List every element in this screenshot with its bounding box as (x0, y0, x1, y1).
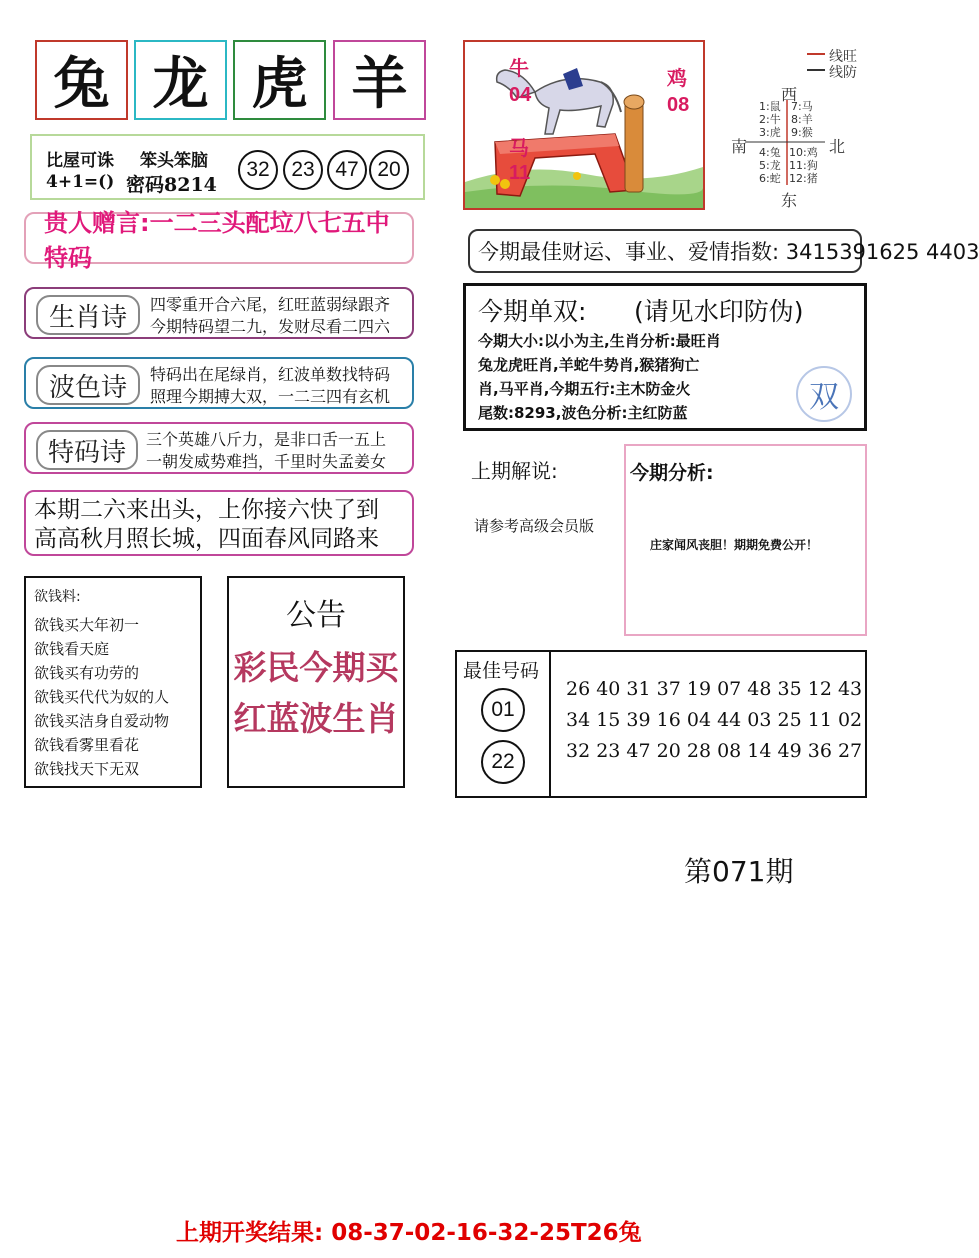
analysis-title: 今期分析: (630, 462, 714, 484)
poem-tag: 生肖诗 (36, 295, 140, 335)
zodiac-char: 兔 (53, 51, 110, 117)
zodiac-box-4 (333, 40, 426, 120)
divider (549, 652, 551, 798)
best-ball: 22 (481, 740, 525, 784)
money-title: 欲钱料: (34, 589, 81, 605)
riddle-number-circle: 32 (238, 150, 278, 190)
notice-line-2: 红蓝波生肖 (233, 699, 399, 738)
zodiac-char: 羊 (351, 51, 408, 117)
notice-box (227, 576, 405, 788)
gift-banner: 贵人赠言:一二三头配垃八七五中特码 (24, 212, 414, 264)
compass-west: 西 (781, 85, 798, 104)
horse-label: 马 (509, 138, 529, 160)
money-line: 欲钱找天下无双 (34, 760, 140, 778)
last-result: 上期开奖结果: 08-37-02-16-32-25T26兔 (176, 1220, 642, 1246)
poem-line: 照理今期搏大双，一二三四有玄机 (150, 387, 391, 406)
poem-tag: 波色诗 (36, 365, 140, 405)
notice-line-1: 彩民今期买 (233, 648, 399, 687)
ox-label: 牛 (509, 58, 529, 80)
verse-box (24, 490, 414, 556)
poem-line: 今期特码望二九，发财尽看二四六 (150, 317, 391, 336)
zodiac-box-2 (134, 40, 227, 120)
rooster-label: 鸡 (667, 68, 687, 90)
money-line: 欲钱买有功劳的 (34, 664, 140, 682)
dan-line: 兔龙虎旺肖,羊蛇牛势肖,猴猪狗亡 (478, 356, 700, 374)
double-watermark-badge: 双 (796, 366, 852, 422)
money-riddle-box (24, 576, 202, 788)
last-text: 请参考高级会员版 (474, 517, 595, 535)
money-line: 欲钱看天庭 (34, 640, 110, 658)
best-title: 最佳号码 (463, 660, 540, 682)
riddle-line-1a: 比屋可诛 (46, 151, 114, 171)
best-ball: 01 (481, 688, 525, 732)
issue-number: 第071期 (684, 855, 794, 888)
poem-line: 一朝发威势难挡，千里时失孟姜女 (146, 452, 387, 471)
money-line: 欲钱买代代为奴的人 (34, 688, 170, 706)
horse-number: 11 (509, 162, 531, 184)
number-row: 34 15 39 16 04 44 03 25 11 02 (566, 709, 863, 731)
riddle-number-circle: 47 (327, 150, 367, 190)
compass-right-bottom: 10:鸡 11:狗 12:猪 (789, 146, 818, 185)
riddle-line-2a: 4+1=() (46, 172, 115, 192)
compass-left-bottom: 4:兔 5:龙 6:蛇 (759, 146, 781, 185)
legend-wang: 线旺 (829, 49, 857, 65)
analysis-text: 庄家闻风丧胆！期期免费公开！ (650, 538, 819, 552)
compass-south: 南 (731, 137, 748, 156)
number-row: 32 23 47 20 28 08 14 49 36 27 (566, 740, 863, 762)
money-line: 欲钱买洁身自爱动物 (34, 712, 170, 730)
zodiac-illustration (463, 40, 705, 210)
poem-zodiac (24, 287, 414, 339)
riddle-number-circle: 23 (283, 150, 323, 190)
zodiac-box-1 (35, 40, 128, 120)
legend-fang: 线防 (829, 65, 857, 81)
compass-east: 东 (781, 191, 798, 210)
number-row: 26 40 31 37 19 07 48 35 12 43 (566, 678, 863, 700)
poem-wave-color (24, 357, 414, 409)
notice-title: 公告 (286, 598, 346, 633)
single-double-box (463, 283, 867, 431)
poem-line: 三个英雄八斤力，是非口舌一五上 (146, 430, 387, 449)
riddle-line-2b: 密码8214 (126, 174, 217, 196)
zodiac-char: 虎 (251, 51, 308, 117)
compass-north: 北 (829, 137, 846, 156)
money-line: 欲钱看雾里看花 (34, 736, 140, 754)
riddle-number-circle: 20 (369, 150, 409, 190)
poem-line: 特码出在尾绿肖，红波单数找特码 (150, 365, 391, 384)
verse-line-2: 高高秋月照长城，四面春风同路来 (34, 526, 379, 552)
dan-title: 今期单双: (478, 297, 587, 326)
dan-line: 尾数:8293,波色分析:主红防蓝 (478, 404, 688, 422)
last-title: 上期解说: (471, 459, 558, 483)
money-line: 欲钱买大年初一 (34, 616, 140, 634)
poem-special-code (24, 422, 414, 474)
riddle-line-1b: 笨头笨脑 (140, 151, 208, 171)
verse-line-1: 本期二六来出头，上你接六快了到 (34, 497, 379, 523)
compass-diagram (725, 40, 875, 210)
analysis-box (624, 444, 867, 636)
zodiac-char: 龙 (152, 51, 209, 117)
rooster-number: 08 (667, 94, 690, 116)
compass-left-top: 1:鼠 2:牛 3:虎 (759, 100, 781, 139)
dan-subtitle: (请见水印防伪) (634, 297, 804, 326)
poem-tag: 特码诗 (36, 430, 138, 470)
dan-line: 今期大小:以小为主,生肖分析:最旺肖 (478, 332, 721, 350)
zodiac-box-3 (233, 40, 326, 120)
compass-right-top: 7:马 8:羊 9:猴 (791, 100, 813, 139)
ox-number: 04 (509, 84, 532, 106)
luck-index-box: 今期最佳财运、事业、爱情指数: 3415391625 4403 (468, 229, 862, 273)
poem-line: 四零重开合六尾，红旺蓝弱绿跟齐 (150, 295, 391, 314)
dan-line: 肖,马平肖,今期五行:主木防金火 (478, 380, 691, 398)
